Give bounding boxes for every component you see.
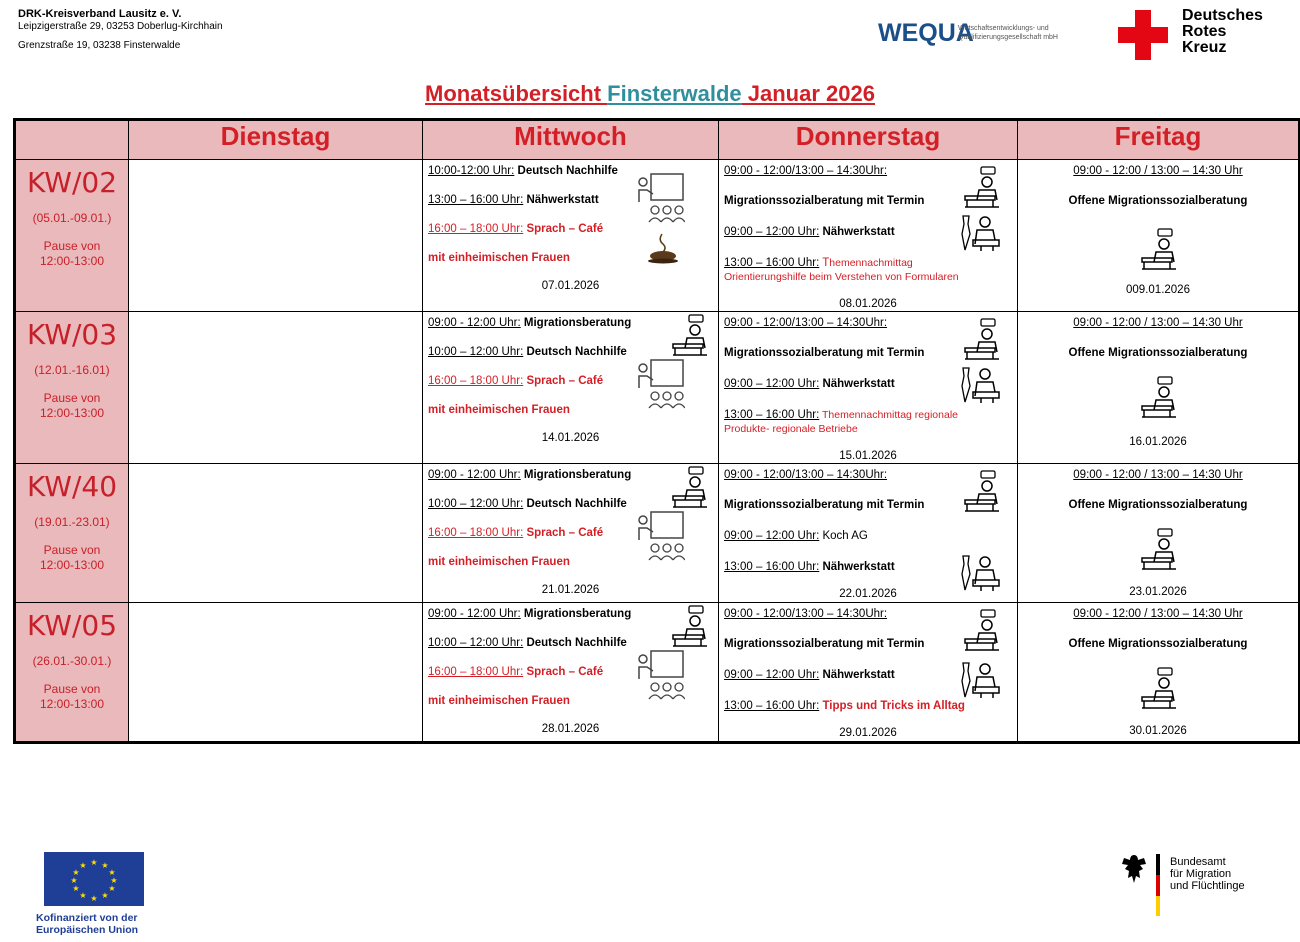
donnerstag-cell: 09:00 - 12:00/13:00 – 14:30Uhr: Migrationssozialberatung mit Termin 09:00 – 12:00 Uhr: Nähwerkstatt 13:00 – 16:00 Uhr: Themennachmittag regionale Produkte- regionale Betriebe 15.01.2026 bbox=[719, 312, 1018, 464]
mittwoch-cell: 09:00 - 12:00 Uhr: Migrationsberatung 10:00 – 12:00 Uhr: Deutsch Nachhilfe 16:00 – 18:00 Uhr: Sprach – Café mit einheimischen Frauen 21.01.2026 bbox=[423, 464, 719, 603]
week-range: (26.01.-30.01.) bbox=[32, 654, 112, 668]
svg-text:★: ★ bbox=[108, 884, 116, 893]
red-cross-icon bbox=[1118, 10, 1168, 60]
teacher-board-icon bbox=[635, 649, 685, 701]
federal-eagle-icon bbox=[1118, 852, 1150, 886]
date-label: 16.01.2026 bbox=[1129, 436, 1187, 448]
donnerstag-cell: 09:00 - 12:00/13:00 – 14:30Uhr: Migrationssozialberatung mit Termin 09:00 – 12:00 Uhr: Koch AG 13:00 – 16:00 Uhr: Nähwerkstatt 22.01.2026 bbox=[719, 464, 1018, 603]
week-pause: Pause von 12:00-13:00 bbox=[39, 239, 105, 268]
freitag-cell: 09:00 - 12:00 / 13:00 – 14:30 Uhr Offene Migrationssozialberatung 16.01.2026 bbox=[1018, 312, 1300, 464]
counselor-desk-icon bbox=[671, 466, 711, 508]
table-row bbox=[15, 312, 1300, 464]
bamf-logo-text: Bundesamt für Migration und Flüchtlinge bbox=[1170, 856, 1245, 892]
week-pause: Pause von 12:00-13:00 bbox=[39, 391, 105, 420]
week-label-cell bbox=[15, 603, 129, 743]
week-number: KW/05 bbox=[26, 609, 118, 642]
svg-text:★: ★ bbox=[90, 894, 98, 903]
week-label-cell bbox=[15, 464, 129, 603]
svg-text:★: ★ bbox=[101, 861, 109, 870]
teacher-board-icon bbox=[635, 510, 685, 562]
date-label: 21.01.2026 bbox=[541, 584, 600, 596]
org-address-2: Grenzstraße 19, 03238 Finsterwalde bbox=[18, 40, 181, 51]
schedule-table bbox=[13, 118, 1300, 744]
page-title: Monatsübersicht Finsterwalde Januar 2026 bbox=[425, 81, 875, 106]
svg-text:★: ★ bbox=[108, 868, 116, 877]
eu-flag-icon bbox=[44, 852, 144, 906]
svg-text:★: ★ bbox=[79, 861, 87, 870]
mittwoch-cell: 10:00-12:00 Uhr: Deutsch Nachhilfe 13:00 – 16:00 Uhr: Nähwerkstatt 16:00 – 18:00 Uhr: Sprach – Café mit einheimischen Frauen 07.01.2026 bbox=[423, 160, 719, 312]
svg-text:★: ★ bbox=[70, 876, 78, 885]
counselor-desk-icon bbox=[963, 609, 1003, 651]
table-row bbox=[15, 603, 1300, 743]
wequa-logo: WEQUA Wirtschaftsentwicklungs- und Qualifizierungsgesellschaft mbH bbox=[878, 19, 1058, 47]
week-label-cell bbox=[15, 312, 129, 464]
org-address-1: Leipzigerstraße 29, 03253 Doberlug-Kirchhain bbox=[18, 21, 223, 32]
table-corner bbox=[15, 120, 129, 160]
counselor-desk-icon bbox=[671, 314, 711, 356]
week-range: (05.01.-09.01.) bbox=[32, 211, 112, 225]
sewing-workshop-icon bbox=[959, 212, 1003, 252]
date-label: 28.01.2026 bbox=[541, 723, 600, 735]
date-label: 08.01.2026 bbox=[839, 298, 897, 310]
counselor-desk-icon bbox=[671, 605, 711, 647]
table-row bbox=[15, 464, 1300, 603]
date-label: 22.01.2026 bbox=[839, 588, 897, 600]
week-range: (19.01.-23.01) bbox=[34, 515, 110, 529]
org-name: DRK-Kreisverband Lausitz e. V. bbox=[18, 8, 182, 20]
day-header-mittwoch: Mittwoch bbox=[423, 120, 719, 160]
freitag-cell: 09:00 - 12:00 / 13:00 – 14:30 Uhr Offene Migrationssozialberatung 30.01.2026 bbox=[1018, 603, 1300, 743]
teacher-board-icon bbox=[635, 172, 685, 224]
freitag-cell: 09:00 - 12:00 / 13:00 – 14:30 Uhr Offene Migrationssozialberatung 009.01.2026 bbox=[1018, 160, 1300, 312]
counselor-desk-icon bbox=[963, 318, 1003, 360]
counselor-desk-icon bbox=[963, 470, 1003, 512]
week-number: KW/02 bbox=[26, 166, 118, 199]
date-label: 07.01.2026 bbox=[541, 280, 600, 292]
date-label: 009.01.2026 bbox=[1126, 284, 1190, 296]
date-label: 15.01.2026 bbox=[839, 450, 897, 462]
drk-logo-text: Deutsches Rotes Kreuz bbox=[1182, 7, 1263, 56]
week-number: KW/40 bbox=[26, 470, 118, 503]
date-label: 23.01.2026 bbox=[1129, 586, 1187, 598]
svg-text:★: ★ bbox=[110, 876, 118, 885]
svg-text:★: ★ bbox=[72, 884, 80, 893]
donnerstag-cell: 09:00 - 12:00/13:00 – 14:30Uhr: Migrationssozialberatung mit Termin 09:00 – 12:00 Uhr: Nähwerkstatt 13:00 – 16:00 Uhr: Themennachmittag Orientierungshilfe beim Verstehen von Formularen 08.01.2026 bbox=[719, 160, 1018, 312]
week-pause: Pause von 12:00-13:00 bbox=[39, 543, 105, 572]
counselor-desk-icon bbox=[1140, 667, 1180, 709]
date-label: 29.01.2026 bbox=[839, 727, 897, 739]
counselor-desk-icon bbox=[1140, 376, 1180, 418]
svg-text:★: ★ bbox=[72, 868, 80, 877]
mittwoch-cell: 09:00 - 12:00 Uhr: Migrationsberatung 10:00 – 12:00 Uhr: Deutsch Nachhilfe 16:00 – 18:00 Uhr: Sprach – Café mit einheimischen Frauen 14.01.2026 bbox=[423, 312, 719, 464]
german-flag-bar bbox=[1156, 854, 1160, 916]
counselor-desk-icon bbox=[1140, 228, 1180, 270]
week-label-cell bbox=[15, 160, 129, 312]
teacher-board-icon bbox=[635, 358, 685, 410]
sewing-workshop-icon bbox=[959, 659, 1003, 699]
dienstag-cell bbox=[129, 312, 423, 464]
week-number: KW/03 bbox=[26, 318, 118, 351]
mittwoch-cell: 09:00 - 12:00 Uhr: Migrationsberatung 10:00 – 12:00 Uhr: Deutsch Nachhilfe 16:00 – 18:00 Uhr: Sprach – Café mit einheimischen Frauen 28.01.2026 bbox=[423, 603, 719, 743]
date-label: 30.01.2026 bbox=[1129, 725, 1187, 737]
donnerstag-cell: 09:00 - 12:00/13:00 – 14:30Uhr: Migrationssozialberatung mit Termin 09:00 – 12:00 Uhr: Nähwerkstatt 13:00 – 16:00 Uhr: Tipps und Tricks im Alltag 29.01.2026 bbox=[719, 603, 1018, 743]
freitag-cell: 09:00 - 12:00 / 13:00 – 14:30 Uhr Offene Migrationssozialberatung 23.01.2026 bbox=[1018, 464, 1300, 603]
dienstag-cell bbox=[129, 160, 423, 312]
eu-funding-text: Kofinanziert von der Europäischen Union bbox=[36, 912, 139, 936]
table-row bbox=[15, 160, 1300, 312]
counselor-desk-icon bbox=[1140, 528, 1180, 570]
counselor-desk-icon bbox=[963, 166, 1003, 208]
day-header-dienstag: Dienstag bbox=[129, 120, 423, 160]
week-pause: Pause von 12:00-13:00 bbox=[39, 682, 105, 711]
week-range: (12.01.-16.01) bbox=[34, 363, 110, 377]
dienstag-cell bbox=[129, 464, 423, 603]
svg-text:★: ★ bbox=[90, 858, 98, 867]
sewing-workshop-icon bbox=[959, 364, 1003, 404]
day-header-freitag: Freitag bbox=[1018, 120, 1300, 160]
dienstag-cell bbox=[129, 603, 423, 743]
date-label: 14.01.2026 bbox=[541, 432, 600, 444]
day-header-donnerstag: Donnerstag bbox=[719, 120, 1018, 160]
coffee-cup-icon bbox=[648, 232, 682, 264]
svg-text:★: ★ bbox=[101, 891, 109, 900]
svg-text:★: ★ bbox=[79, 891, 87, 900]
sewing-workshop-icon bbox=[959, 552, 1003, 592]
